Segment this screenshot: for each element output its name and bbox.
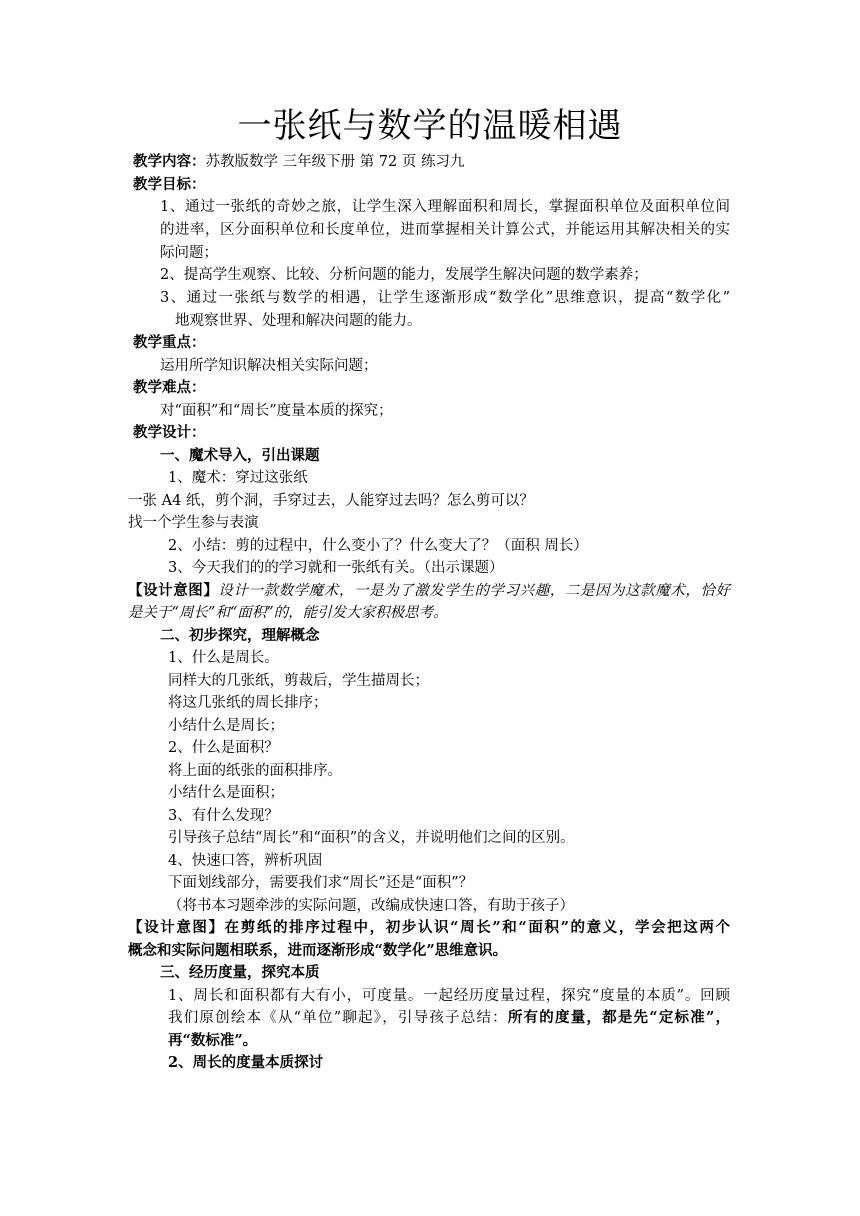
design-intent-2 bbox=[128, 917, 730, 939]
goals-line: 的进率，区分面积单位和长度单位，进而掌握相关计算公式，并能运用其解决相关的实 bbox=[160, 222, 730, 238]
keypoint-text: 运用所学知识解决相关实际问题； bbox=[160, 358, 378, 374]
body-text: 我们原创绘本《从“单位”聊起》，引导孩子总结： bbox=[168, 1010, 508, 1026]
difficulty-text: 对“面积”和“周长”度量本质的探究； bbox=[160, 403, 393, 419]
body-line: 小结什么是周长； bbox=[168, 718, 284, 734]
design-label: 教学设计： bbox=[133, 424, 206, 441]
intent-text: 在剪纸的排序过程中，初步认识“周长”和“面积”的意义，学会把这两个 bbox=[224, 919, 731, 936]
goals-line: 际问题； bbox=[160, 245, 218, 261]
body-line-mixed bbox=[168, 1007, 730, 1029]
intent-label: 【设计意图】 bbox=[128, 582, 219, 599]
body-line: 同样大的几张纸，剪裁后，学生描周长； bbox=[168, 673, 429, 689]
bold-text: 再“数标准”。 bbox=[168, 1032, 258, 1049]
body-line: 2、什么是面积？ bbox=[168, 740, 279, 756]
section-heading: 二、初步探究，理解概念 bbox=[160, 627, 320, 644]
body-line: 4、快速口答，辨析巩固 bbox=[168, 853, 323, 869]
subsection-heading: 2、周长的度量本质探讨 bbox=[168, 1054, 324, 1071]
keypoint-label: 教学重点： bbox=[133, 334, 206, 351]
goals-line: 地观察世界、处理和解决问题的能力。 bbox=[175, 313, 422, 329]
section-heading: 三、经历度量，探究本质 bbox=[160, 964, 320, 981]
bold-text: 所有的度量，都是先“定标准”， bbox=[507, 1009, 730, 1026]
intent-text: 是关于“周长”和“面积”的，能引发大家积极思考。 bbox=[128, 605, 448, 621]
content-line bbox=[133, 151, 465, 173]
difficulty-label: 教学难点： bbox=[133, 379, 206, 396]
body-line: 小结什么是面积； bbox=[168, 785, 284, 801]
intent-text: 设计一款数学魔术，一是为了激发学生的学习兴趣，二是因为这款魔术，恰好 bbox=[218, 583, 731, 599]
goals-line: 3、通过一张纸与数学的相遇，让学生逐渐形成“数学化”思维意识，提高“数学化” bbox=[160, 290, 730, 306]
body-line: 下面划线部分，需要我们求“周长”还是“面积”？ bbox=[168, 875, 474, 891]
body-line: 1、周长和面积都有大有小，可度量。一起经历度量过程，探究“度量的本质”。回顾 bbox=[168, 988, 730, 1004]
design-intent-1 bbox=[128, 580, 730, 602]
body-line: 将这几张纸的周长排序； bbox=[168, 695, 328, 711]
goals-label: 教学目标： bbox=[133, 176, 206, 193]
body-line: 找一个学生参与表演 bbox=[128, 515, 259, 531]
intent-text: 概念和实际问题相联系，进而逐渐形成“数学化”思维意识。 bbox=[128, 942, 508, 959]
content-label: 教学内容： bbox=[133, 153, 206, 170]
body-line: 1、魔术：穿过这张纸 bbox=[168, 470, 308, 486]
goals-line: 1、通过一张纸的奇妙之旅，让学生深入理解面积和周长，掌握面积单位及面积单位间 bbox=[160, 199, 730, 215]
body-line: 1、什么是周长。 bbox=[168, 650, 279, 666]
body-line: 3、今天我们的的学习就和一张纸有关。（出示课题） bbox=[168, 560, 504, 576]
body-line: 引导孩子总结“周长”和“面积”的含义，并说明他们之间的区别。 bbox=[168, 830, 575, 846]
goals-line: 2、提高学生观察、比较、分析问题的能力，发展学生解决问题的数学素养； bbox=[160, 267, 648, 283]
section-heading: 一、魔术导入，引出课题 bbox=[160, 447, 320, 464]
body-line: （将书本习题牵涉的实际问题，改编成快速口答，有助于孩子） bbox=[168, 898, 574, 914]
body-line: 一张 A4 纸，剪个洞，手穿过去，人能穿过去吗？怎么剪可以？ bbox=[128, 493, 534, 509]
body-line: 2、小结：剪的过程中，什么变小了？什么变大了？（面积 周长） bbox=[168, 538, 588, 554]
body-line: 3、有什么发现？ bbox=[168, 808, 279, 824]
content-text: 苏教版数学 三年级下册 第 72 页 练习九 bbox=[205, 154, 465, 170]
intent-label: 【设计意图】 bbox=[128, 919, 225, 936]
body-line: 将上面的纸张的面积排序。 bbox=[168, 763, 342, 779]
page-title: 一张纸与数学的温暖相遇 bbox=[237, 106, 623, 146]
